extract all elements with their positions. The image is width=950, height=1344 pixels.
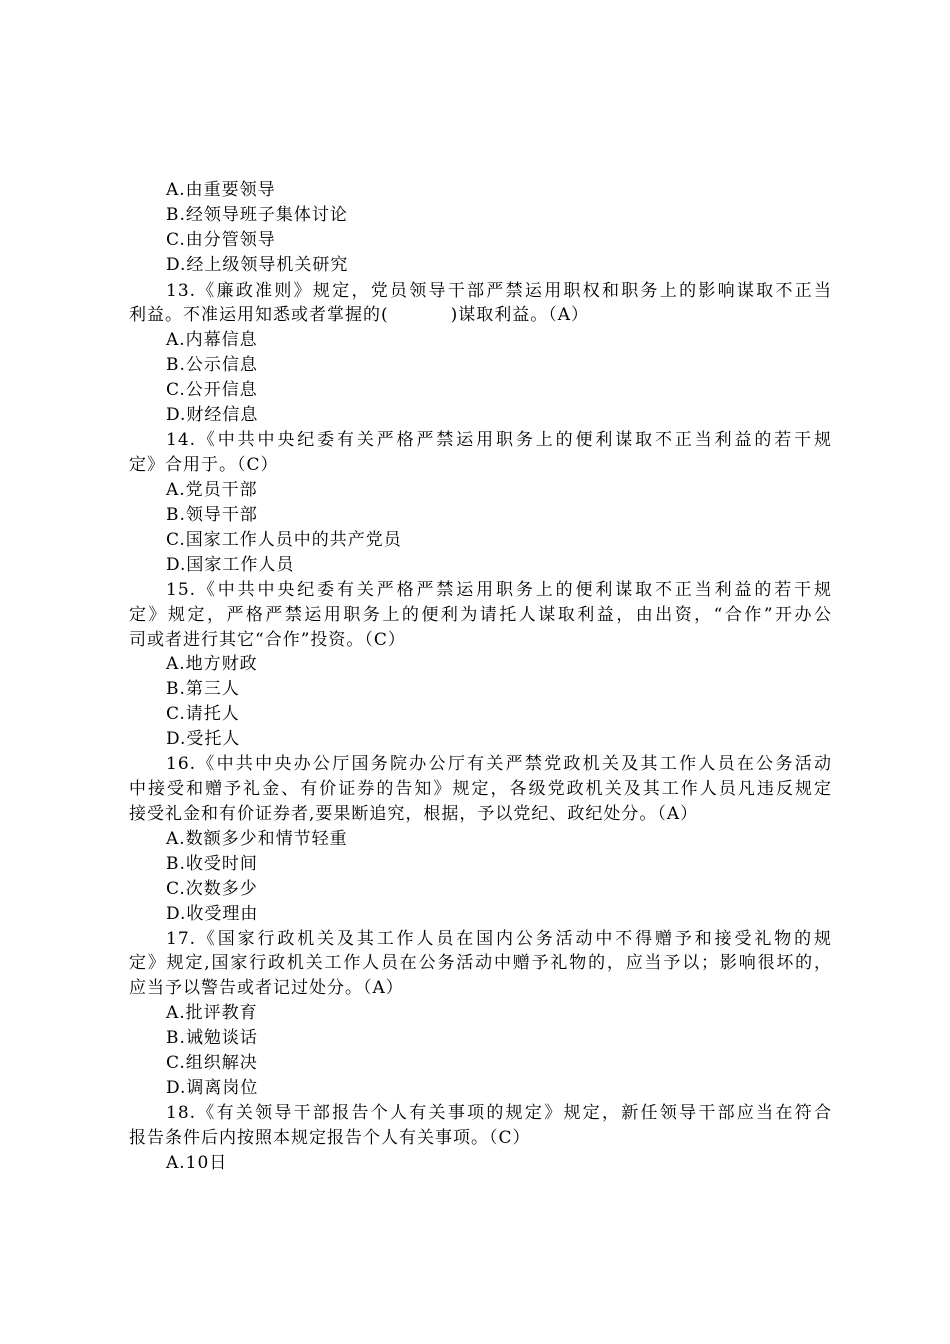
q17-option-b: B.诫勉谈话 xyxy=(166,1028,258,1048)
q14-option-a: A.党员干部 xyxy=(166,480,258,500)
q15-option-a: A.地方财政 xyxy=(166,654,258,674)
q18-question-line1: 18.《有关领导干部报告个人有关事项的规定》规定，新任领导干部应当在符合 xyxy=(166,1103,832,1123)
q14-question-line2: 定》合用于。（C） xyxy=(129,455,279,475)
q14-option-b: B.领导干部 xyxy=(166,505,258,525)
q16-question-line2: 中接受和赠予礼金、有价证券的告知》规定，各级党政机关及其工作人员凡违反规定 xyxy=(129,779,832,799)
q16-option-d: D.收受理由 xyxy=(166,904,259,924)
q17-question-line1: 17.《国家行政机关及其工作人员在国内公务活动中不得赠予和接受礼物的规 xyxy=(166,929,832,949)
q15-question-line2: 定》规定，严格严禁运用职务上的便利为请托人谋取利益，由出资，“合作”开办公 xyxy=(129,605,832,625)
q15-question-line3: 司或者进行其它“合作”投资。（C） xyxy=(129,630,406,650)
q13-option-c: C.公开信息 xyxy=(166,380,258,400)
q17-question-line3: 应当予以警告或者记过处分。（A） xyxy=(129,978,404,998)
q13-question-line2-b: )谋取利益。（A） xyxy=(450,305,590,325)
q15-option-b: B.第三人 xyxy=(166,679,240,699)
q13-option-b: B.公示信息 xyxy=(166,355,258,375)
q14-option-d: D.国家工作人员 xyxy=(166,555,295,575)
q16-option-c: C.次数多少 xyxy=(166,879,258,899)
q13-question-line2-a: 利益。不准运用知悉或者掌握的( xyxy=(129,305,389,325)
q15-question-line1: 15.《中共中央纪委有关严格严禁运用职务上的便利谋取不正当利益的若干规 xyxy=(166,580,832,600)
q18-option-a: A.10日 xyxy=(166,1153,228,1173)
q12-option-a: A.由重要领导 xyxy=(166,180,276,200)
q15-option-c: C.请托人 xyxy=(166,704,240,724)
q18-question-line2: 报告条件后内按照本规定报告个人有关事项。（C） xyxy=(129,1128,531,1148)
q13-question-line2 xyxy=(129,303,589,328)
q12-option-c: C.由分管领导 xyxy=(166,230,276,250)
q12-option-d: D.经上级领导机关研究 xyxy=(166,255,349,275)
q16-option-a: A.数额多少和情节轻重 xyxy=(166,829,348,849)
q14-option-c: C.国家工作人员中的共产党员 xyxy=(166,530,402,550)
q16-question-line1: 16.《中共中央办公厅国务院办公厅有关严禁党政机关及其工作人员在公务活动 xyxy=(166,754,832,774)
q13-option-d: D.财经信息 xyxy=(166,405,259,425)
q16-option-b: B.收受时间 xyxy=(166,854,258,874)
q17-option-c: C.组织解决 xyxy=(166,1053,258,1073)
q15-option-d: D.受托人 xyxy=(166,729,241,749)
q14-question-line1: 14.《中共中央纪委有关严格严禁运用职务上的便利谋取不正当利益的若干规 xyxy=(166,430,832,450)
q17-question-line2: 定》规定,国家行政机关工作人员在公务活动中赠予礼物的，应当予以；影响很坏的， xyxy=(129,953,832,973)
q13-option-a: A.内幕信息 xyxy=(166,330,258,350)
q13-question-line1: 13.《廉政准则》规定，党员领导干部严禁运用职权和职务上的影响谋取不正当 xyxy=(166,281,832,301)
q17-option-d: D.调离岗位 xyxy=(166,1078,259,1098)
q17-option-a: A.批评教育 xyxy=(166,1003,258,1023)
q16-question-line3: 接受礼金和有价证券者,要果断追究，根据，予以党纪、政纪处分。（A） xyxy=(129,804,699,824)
q12-option-b: B.经领导班子集体讨论 xyxy=(166,205,348,225)
